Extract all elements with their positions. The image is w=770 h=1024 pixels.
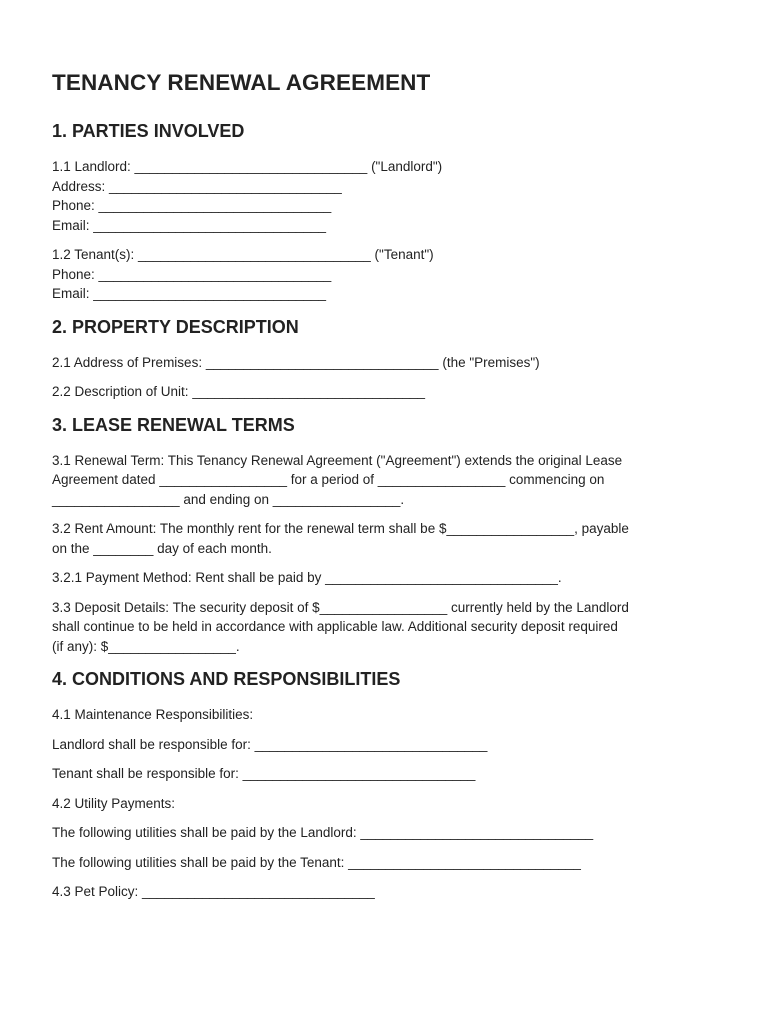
pet-policy-paragraph	[52, 882, 732, 902]
renewal-term-paragraph	[52, 451, 732, 510]
landlord-address-line: Address: _______________________________	[52, 178, 342, 194]
section-parties-involved	[52, 121, 732, 304]
landlord-details-paragraph	[52, 157, 732, 235]
deposit-details-line: 3.3 Deposit Details: The security deposit of $_________________ currently held by the Landlord	[52, 599, 629, 615]
rent-amount-line: 3.2 Rent Amount: The monthly rent for the renewal term shall be $_________________, payable	[52, 521, 629, 536]
renewal-term-line: _________________ and ending on _________________.	[52, 491, 405, 507]
section-heading: 2. PROPERTY DESCRIPTION	[52, 316, 299, 337]
tenant-email-line: Email: _______________________________	[52, 286, 327, 301]
rent-amount-paragraph	[52, 519, 732, 558]
renewal-term-line: Agreement dated _________________ for a period of _________________ commencing on	[52, 472, 605, 487]
utility-heading-line: 4.2 Utility Payments:	[52, 795, 176, 811]
tenant-responsibility-paragraph	[52, 764, 732, 784]
tenant-name-line: 1.2 Tenant(s): _______________________________ ("Tenant")	[52, 247, 434, 262]
landlord-phone-line: Phone: _______________________________	[52, 198, 332, 213]
unit-description-line: 2.2 Description of Unit: _______________________________	[52, 384, 426, 399]
tenant-phone-line: Phone: _______________________________	[52, 266, 332, 282]
tenant-responsibility-line: Tenant shall be responsible for: _______________________________	[52, 766, 476, 781]
document-page	[52, 70, 732, 915]
landlord-name-line: 1.1 Landlord: _______________________________ ("Landlord")	[52, 159, 443, 174]
renewal-term-line: 3.1 Renewal Term: This Tenancy Renewal Agreement ("Agreement") extends the original Lease	[52, 452, 623, 468]
premises-address-line: 2.1 Address of Premises: _______________________________ (the "Premises")	[52, 354, 540, 370]
landlord-utilities-line: The following utilities shall be paid by the Landlord: _______________________________	[52, 825, 594, 840]
section-conditions-responsibilities	[52, 669, 732, 902]
utility-heading-paragraph	[52, 794, 732, 814]
payment-method-line: 3.2.1 Payment Method: Rent shall be paid by _______________________________.	[52, 570, 562, 585]
landlord-responsibility-paragraph	[52, 735, 732, 755]
tenant-utilities-paragraph	[52, 853, 732, 873]
section-lease-renewal-terms	[52, 415, 732, 657]
document-title: TENANCY RENEWAL AGREEMENT	[52, 70, 431, 95]
unit-description-paragraph	[52, 382, 732, 402]
payment-method-paragraph	[52, 568, 732, 588]
section-heading: 3. LEASE RENEWAL TERMS	[52, 414, 295, 435]
landlord-utilities-paragraph	[52, 823, 732, 843]
premises-address-paragraph	[52, 353, 732, 373]
section-heading: 4. CONDITIONS AND RESPONSIBILITIES	[52, 669, 401, 689]
maintenance-heading-paragraph	[52, 705, 732, 725]
section-heading: 1. PARTIES INVOLVED	[52, 121, 245, 141]
deposit-details-line: shall continue to be held in accordance with applicable law. Additional security deposit required	[52, 619, 618, 634]
tenant-utilities-line: The following utilities shall be paid by the Tenant: _______________________________	[52, 854, 581, 870]
landlord-email-line: Email: _______________________________	[52, 217, 327, 233]
rent-amount-line: on the ________ day of each month.	[52, 540, 272, 556]
landlord-responsibility-line: Landlord shall be responsible for: _______________________________	[52, 736, 488, 752]
pet-policy-line: 4.3 Pet Policy: _______________________________	[52, 884, 375, 899]
maintenance-heading-line: 4.1 Maintenance Responsibilities:	[52, 707, 254, 722]
deposit-details-line: (if any): $_________________.	[52, 638, 240, 654]
deposit-details-paragraph	[52, 598, 732, 657]
tenant-details-paragraph	[52, 245, 732, 304]
section-property-description	[52, 317, 732, 402]
